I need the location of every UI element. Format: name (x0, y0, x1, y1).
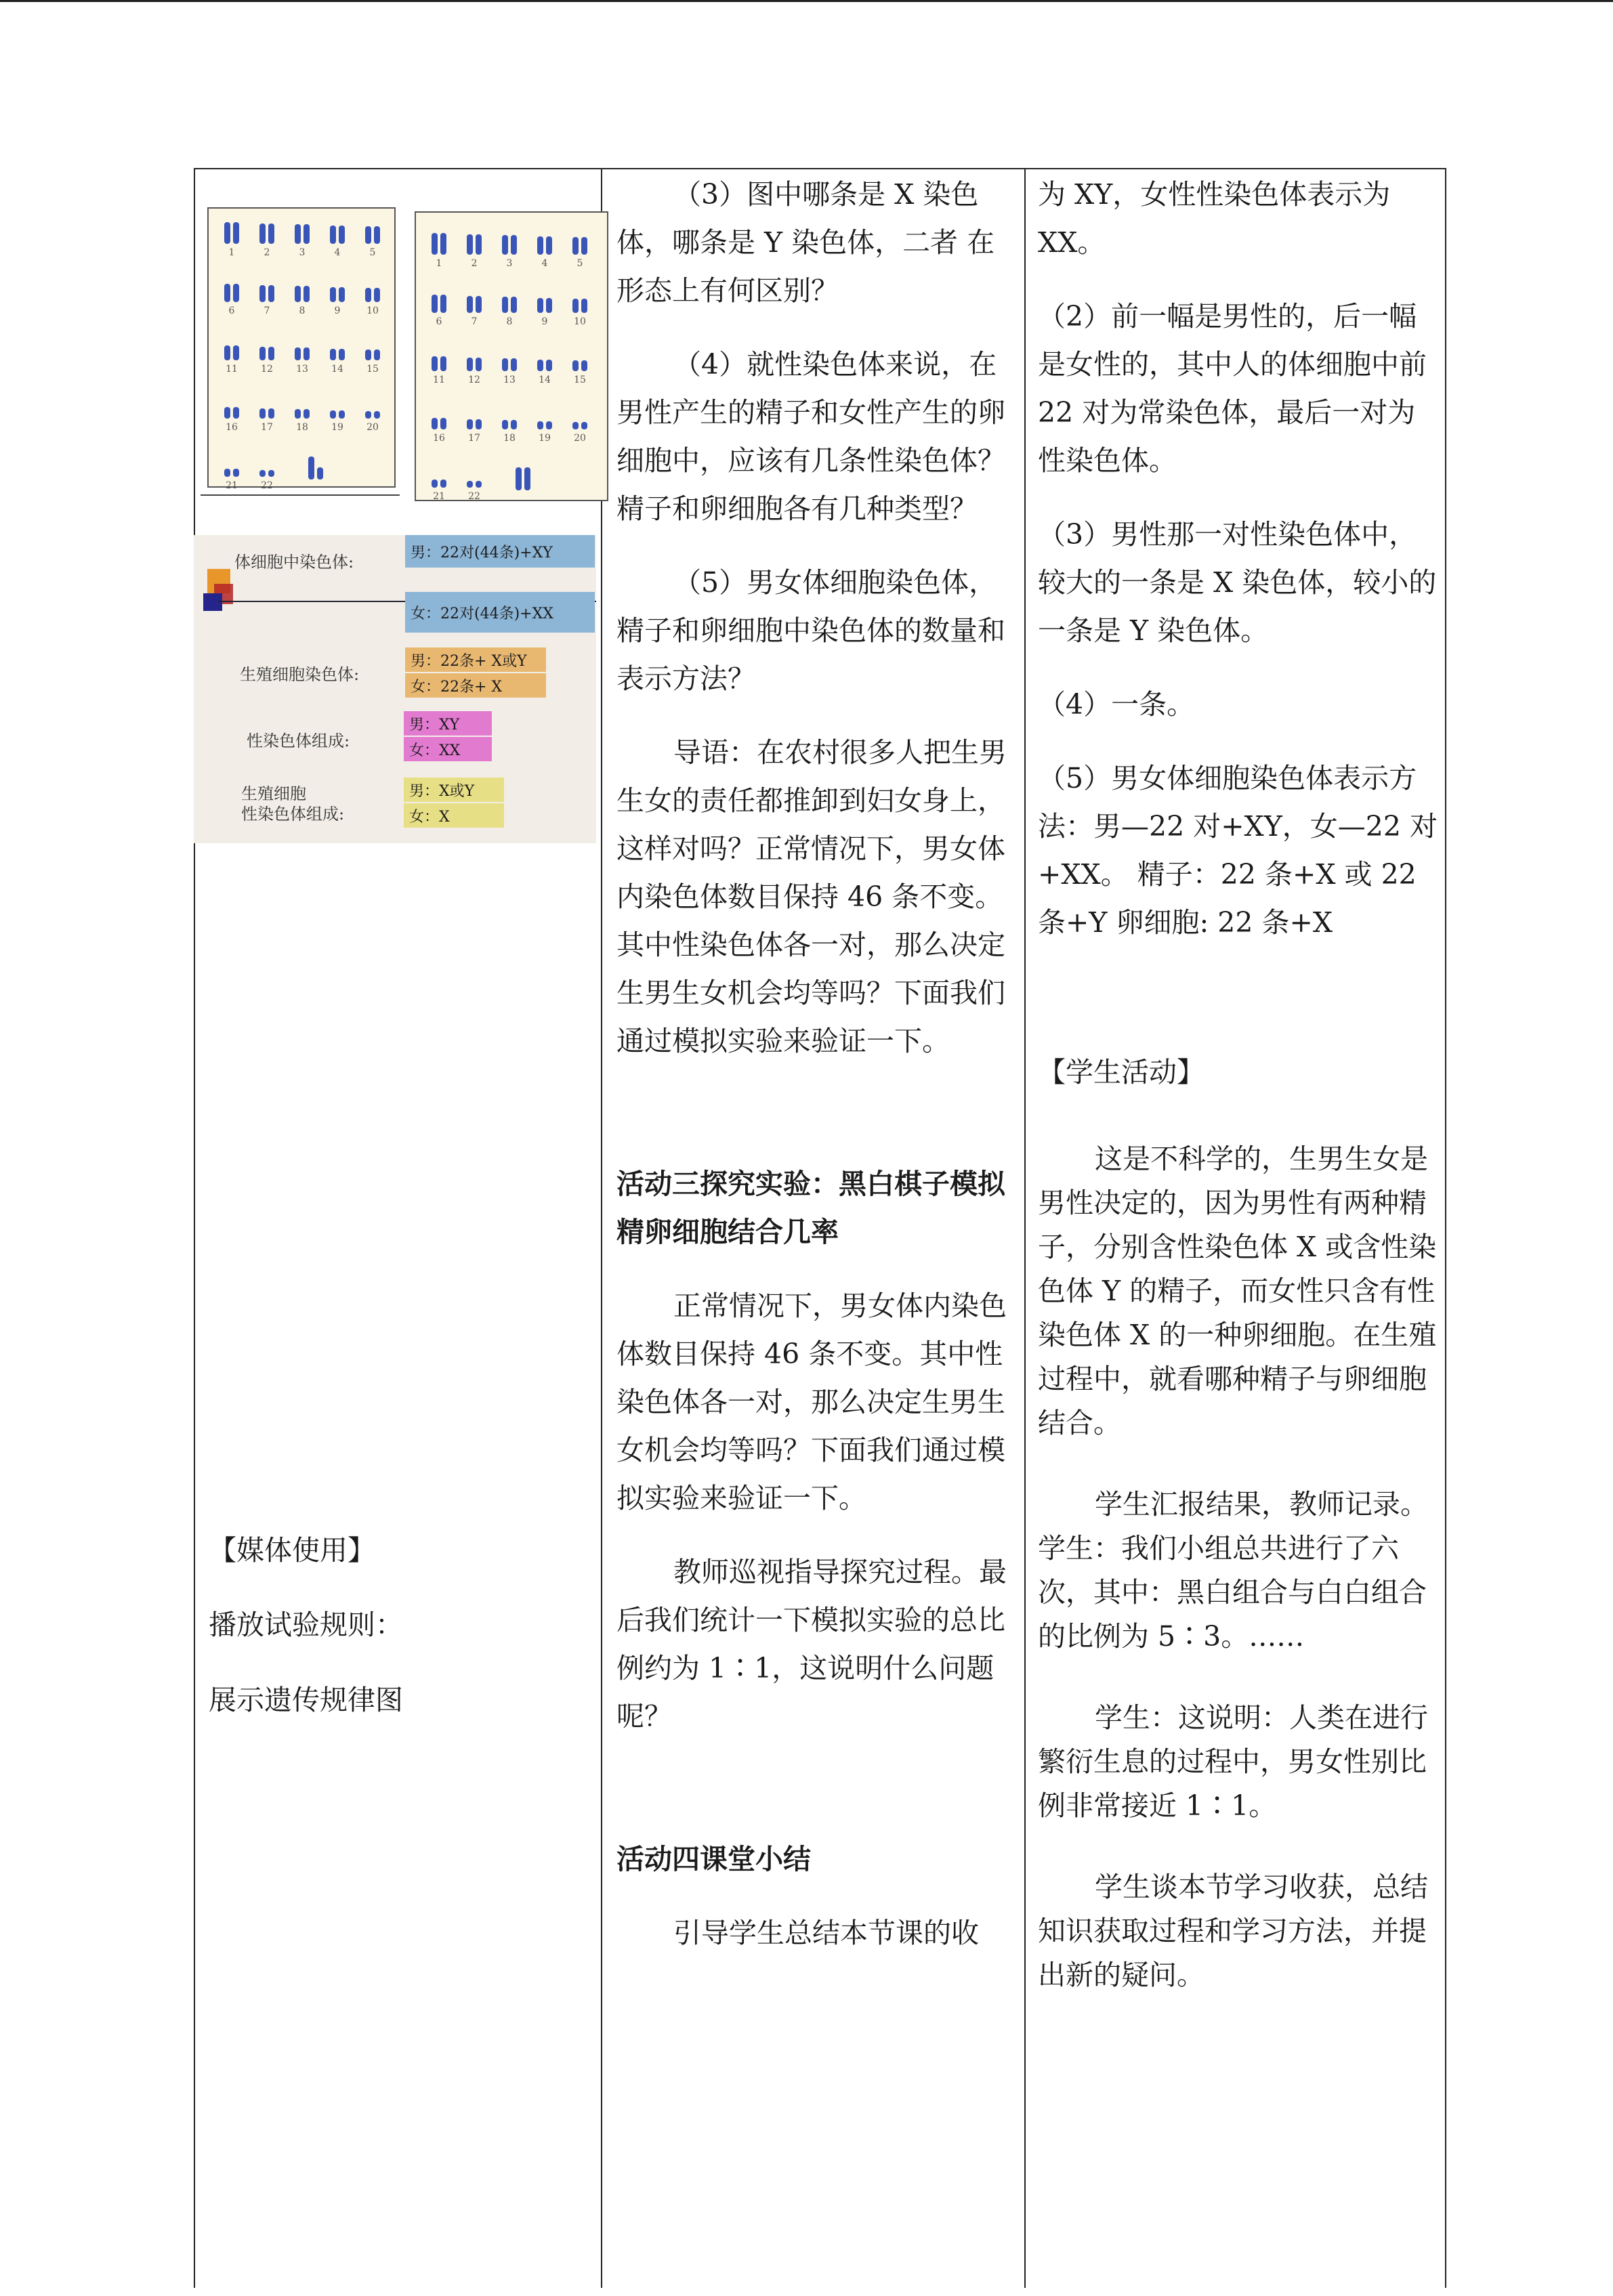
karyotype-grid (421, 232, 598, 523)
chromosome-number: 8 (299, 305, 306, 316)
chromosome-number: 4 (541, 258, 548, 269)
chromosome-glyph (259, 337, 274, 360)
chromosome (511, 420, 517, 429)
chromosome-pair (421, 348, 457, 386)
chromosome (546, 421, 552, 430)
chromosome (502, 297, 508, 313)
chromosome (476, 481, 482, 488)
chromosome-pair (285, 221, 320, 259)
chromosome (432, 418, 438, 429)
chromosome-pair (355, 396, 390, 433)
chromosome-number: 3 (506, 258, 513, 269)
chromosome (440, 480, 446, 488)
chromosome (295, 286, 301, 302)
chromosome-glyph (467, 232, 482, 255)
chromosome-pair (421, 232, 457, 270)
chromosome (233, 222, 239, 244)
somatic-female-box: 女：22对(44条)+XX (405, 592, 595, 633)
germ-sex-label-1: 生殖细胞 (241, 784, 306, 803)
chromosome (268, 408, 274, 419)
chromosome (365, 288, 371, 302)
question-3: （3）图中哪条是 X 染色体，哪条是 Y 染色体，二者 在形态上有何区别？ (616, 178, 995, 307)
somatic-male-box: 男：22对(44条)+XY (405, 535, 595, 568)
karyotype-row (421, 465, 598, 503)
chromosome-pair (320, 337, 355, 375)
somatic-label: 体细胞中染色体: (234, 553, 354, 572)
chromosome-glyph (295, 337, 310, 360)
chromosome (467, 296, 473, 314)
chromosome (339, 410, 345, 419)
chromosome (581, 299, 587, 313)
chromosome-glyph (224, 454, 239, 477)
chromosome-glyph (432, 465, 446, 488)
table-border-right (1445, 168, 1446, 2288)
chromosome-number: 22 (261, 480, 273, 491)
chromosome-number: 20 (574, 433, 586, 444)
chromosome (432, 295, 438, 313)
chromosome (365, 411, 371, 419)
chromosome-pair (457, 290, 492, 328)
chromosome-glyph (224, 279, 239, 302)
chromosome (511, 297, 517, 313)
chromosome-pair (249, 279, 285, 317)
chromosome-number: 11 (226, 364, 238, 375)
chromosome (537, 298, 543, 314)
chromosome-glyph (224, 221, 239, 244)
chromosome (268, 347, 274, 361)
chromosome-glyph (259, 396, 274, 419)
chromosome-number: 9 (541, 316, 548, 327)
chromosome-glyph (295, 279, 310, 302)
media-chart: 展示遗传规律图 (209, 1684, 403, 1716)
chromosome (233, 469, 239, 477)
chromosome (259, 224, 266, 245)
table-border-left (194, 168, 195, 2288)
karyotype-male-image (207, 207, 396, 491)
chromosome-number: 19 (331, 422, 343, 433)
chromosome-pair (492, 406, 527, 444)
chromosome-pair (562, 290, 598, 328)
chromosome-glyph (502, 232, 517, 255)
chromosome-pair (421, 406, 457, 444)
chromosome-glyph (224, 337, 239, 360)
chromosome-pair (214, 279, 249, 317)
chromosome-glyph (537, 348, 552, 371)
slide-deco-blue (203, 593, 222, 611)
chromosome-number: 1 (436, 258, 442, 269)
chromosome-pair (285, 337, 320, 375)
activity-3-title: 活动三探究实验：黑白棋子模拟精卵细胞结合几率 (616, 1168, 1005, 1248)
activity-4-text: 引导学生总结本节课的收 (673, 1917, 979, 1949)
chromosome (233, 284, 239, 302)
chromosome (467, 481, 473, 488)
chromosome (330, 349, 336, 361)
chromosome-number: 9 (334, 305, 341, 316)
karyotype-row (214, 279, 390, 317)
chromosome-glyph (330, 396, 345, 419)
answer-2: （2）前一幅是男性的，后一幅是女性的，其中人的体细胞中前 22 对为常染色体，最后一对为性染色体。 (1038, 300, 1427, 477)
chromosome-glyph (259, 279, 274, 302)
chromosome-number: 5 (577, 258, 583, 269)
chromosome-pair (562, 406, 598, 444)
intro-paragraph: 导语：在农村很多人把生男生女的责任都推卸到妇女身上，这样对吗？正常情况下，男女体内染色体数目保持 46 条不变。其中性染色体各一对，那么决定生男生女机会均等吗？下面我们通过模拟实验来验证一下。 (616, 736, 1007, 1057)
chromosome-pair (249, 454, 285, 492)
right-column (1038, 171, 1438, 1997)
chromosome-glyph (537, 290, 552, 313)
karyotype-row (421, 232, 598, 270)
chromosome-number: 15 (366, 364, 379, 375)
chromosome (537, 421, 543, 430)
chromosome (524, 467, 530, 490)
chromosome-pair (214, 454, 249, 492)
karyotype-row (214, 337, 390, 375)
chromosome-glyph (295, 396, 310, 419)
chromosome-glyph (572, 348, 587, 371)
student-activity-heading: 【学生活动】 (1038, 1056, 1204, 1088)
chromosome-glyph (365, 337, 380, 360)
chromosome-number: 17 (261, 422, 273, 433)
chromosome (259, 285, 266, 303)
chromosome (330, 226, 336, 245)
chromosome-number: 3 (299, 247, 306, 258)
answer-1-continued: 为 XY，女性性染色体表示为 XX。 (1038, 178, 1391, 259)
chromosome (259, 408, 266, 419)
chromosome-number: 2 (264, 247, 270, 258)
chromosome (339, 226, 345, 245)
chromosome-number: 21 (226, 480, 238, 491)
activity-3-text: 正常情况下，男女体内染色体数目保持 46 条不变。其中性染色体各一对，那么决定生男生女机会均等吗？下面我们通过模拟实验来验证一下。 (616, 1290, 1007, 1514)
germ-sex-female-box: 女：X (404, 803, 504, 828)
media-heading: 【媒体使用】 (209, 1534, 375, 1567)
chromosome (374, 288, 380, 302)
chromosome-number: 7 (471, 316, 478, 327)
chromosome (516, 467, 522, 490)
chromosome (572, 360, 579, 371)
chromosome-pair (527, 232, 562, 270)
chromosome-pair (457, 232, 492, 270)
chromosome (317, 467, 323, 480)
chromosome-glyph (224, 396, 239, 419)
chromosome-number: 22 (468, 491, 480, 502)
chromosome-number: 12 (468, 375, 480, 385)
chromosome (374, 411, 380, 419)
chromosome-pair (320, 279, 355, 317)
chromosome (303, 286, 310, 302)
chromosome (581, 360, 587, 371)
germ-sex-label-2: 性染色体组成: (241, 805, 345, 824)
chromosome-glyph (467, 406, 482, 429)
chromosome-glyph (516, 465, 530, 490)
chromosome-number: 15 (574, 375, 586, 385)
sex-label: 性染色体组成: (247, 731, 350, 750)
chromosome (330, 410, 336, 419)
chromosome (339, 287, 345, 303)
chromosome (374, 226, 380, 244)
chromosome (581, 422, 587, 429)
chromosome (224, 469, 230, 477)
germ-label: 生殖细胞染色体: (240, 665, 360, 684)
chromosome-glyph (365, 396, 380, 419)
chromosome (537, 360, 543, 372)
chromosome (502, 420, 508, 429)
chromosome-number: 2 (471, 258, 478, 269)
karyotype-row (214, 396, 390, 433)
chromosome (572, 237, 579, 255)
chromosome-glyph (537, 232, 552, 255)
student-paragraph-1: 这是不科学的，生男生女是男性决定的，因为男性有两种精子，分别含性染色体 X 或含性染色体 Y 的精子，而女性只含有性染色体 X 的一种卵细胞。在生殖过程中，就看哪种精子与卵细胞结合。 (1038, 1143, 1437, 1439)
chromosome-pair (355, 279, 390, 317)
chromosome-pair (355, 337, 390, 375)
chromosome (339, 349, 345, 361)
question-4: （4）就性染色体来说，在男性产生的精子和女性产生的卵细胞中，应该有几条性染色体？精子和卵细胞各有几种类型？ (616, 348, 1005, 525)
chromosome (537, 236, 543, 255)
chromosome-pair (214, 221, 249, 259)
chromosome (476, 234, 482, 255)
chromosome-pair (457, 348, 492, 386)
chromosome-pair (492, 232, 527, 270)
chromosome-number: 6 (228, 305, 235, 316)
chromosome-number: 13 (296, 364, 308, 375)
chromosome (476, 296, 482, 314)
chromosome-number: 13 (503, 375, 516, 385)
chromosome-pair (355, 221, 390, 259)
chromosome-number: 14 (539, 375, 551, 385)
chromosome (224, 284, 230, 302)
chromosome-number: 21 (433, 491, 445, 502)
chromosome-pair (421, 465, 457, 503)
chromosome-number: 7 (264, 305, 270, 316)
chromosome (303, 409, 310, 419)
chromosome (467, 234, 473, 255)
chromosome-glyph (467, 465, 482, 488)
chromosome-glyph (308, 454, 323, 480)
chromosome-pair (320, 221, 355, 259)
answer-4: （4）一条。 (1038, 688, 1195, 721)
chromosome (432, 480, 438, 488)
chromosome-pair (457, 465, 492, 503)
chromosome-number: 8 (506, 316, 513, 327)
chromosome-glyph (330, 337, 345, 360)
chromosome (476, 358, 482, 372)
student-paragraph-2: 学生汇报结果，教师记录。学生：我们小组总共进行了六次，其中：黑白组合与白白组合的比例为 5∶3。…… (1038, 1488, 1428, 1653)
chromosome-pair (214, 337, 249, 375)
chromosome-number: 18 (296, 422, 308, 433)
chromosome-glyph (502, 348, 517, 371)
chromosome (432, 233, 438, 255)
chromosome-glyph (502, 290, 517, 313)
chromosome (502, 358, 508, 371)
chromosome (440, 233, 446, 255)
chromosome (268, 224, 274, 245)
chromosome-pair (457, 406, 492, 444)
media-section (209, 1525, 588, 1724)
student-paragraph-4: 学生谈本节学习收获，总结知识获取过程和学习方法，并提出新的疑问。 (1038, 1871, 1428, 1991)
chromosome-glyph (572, 290, 587, 313)
chromosome-glyph (365, 221, 380, 244)
question-5: （5）男女体细胞染色体，精子和卵细胞中染色体的数量和表示方法？ (616, 566, 1005, 695)
chromosome (572, 422, 579, 429)
chromosome-pair (249, 396, 285, 433)
germ-female-box: 女：22条+ X (405, 673, 546, 698)
chromosome (365, 349, 371, 360)
chromosome-glyph (432, 290, 446, 313)
chromosome (233, 345, 239, 360)
chromosome-pair (249, 337, 285, 375)
chromosome-number: 16 (433, 433, 445, 444)
chromosome-glyph (432, 232, 446, 255)
chromosome (259, 347, 266, 361)
chromosome (295, 224, 301, 244)
chromosome (295, 409, 301, 419)
chromosome-glyph (537, 406, 552, 429)
chromosome (432, 356, 438, 371)
chromosome-pair (527, 348, 562, 386)
karyotype-row (214, 454, 390, 492)
chromosome-pair (527, 406, 562, 444)
chromosome-pair (562, 232, 598, 270)
chromosome-number: 18 (503, 433, 516, 444)
chromosome (224, 222, 230, 244)
activity-4-title: 活动四课堂小结 (616, 1843, 811, 1875)
chromosome-pair (285, 396, 320, 433)
chromosome-number: 14 (331, 364, 343, 375)
chromosome (467, 358, 473, 372)
chromosome (303, 224, 310, 244)
karyotype-row (421, 406, 598, 444)
sex-male-box: 男：XY (404, 711, 492, 736)
chromosome-glyph (572, 406, 587, 429)
karyotype-female-image (415, 211, 608, 501)
chromosome (295, 347, 301, 360)
sex-chromosome-pair (298, 454, 333, 492)
chromosome (581, 237, 587, 255)
chromosome (467, 419, 473, 430)
chromosome-number: 10 (366, 305, 379, 316)
student-paragraph-3: 学生：这说明：人类在进行繁衍生息的过程中，男女性别比例非常接近 1∶1。 (1038, 1701, 1428, 1822)
chromosome (365, 226, 371, 244)
chromosome-glyph (467, 290, 482, 313)
chromosome-glyph (432, 406, 446, 429)
chromosome (440, 295, 446, 313)
chromosome (546, 298, 552, 314)
chromosome-pair (214, 396, 249, 433)
chromosome-number: 19 (539, 433, 551, 444)
chromosome-number: 4 (334, 247, 341, 258)
chromosome-glyph (259, 454, 274, 477)
chromosome-number: 17 (468, 433, 480, 444)
chromosome-glyph (259, 221, 274, 244)
chromosome-glyph (295, 221, 310, 244)
germ-sex-male-box: 男：X或Y (404, 778, 504, 802)
chromosome (546, 360, 552, 372)
chromosome-number: 1 (228, 247, 235, 258)
chromosome (303, 347, 310, 360)
table-divider-2 (1024, 168, 1026, 2288)
teacher-paragraph: 教师巡视指导探究过程。最后我们统计一下模拟实验的总比例约为 1∶1，这说明什么问题呢？ (616, 1556, 1007, 1732)
germ-male-box: 男：22条+ X或Y (405, 647, 546, 672)
chromosome (224, 345, 230, 360)
chromosome-glyph (432, 348, 446, 371)
page-top-border (0, 0, 1613, 2)
chromosome (330, 287, 336, 303)
sex-female-box: 女：XX (404, 737, 492, 761)
chromosome (440, 356, 446, 371)
chromosome (511, 235, 517, 255)
chromosome-pair (320, 396, 355, 433)
chromosome-number: 20 (366, 422, 379, 433)
chromosome (511, 358, 517, 371)
chromosome-glyph (330, 279, 345, 302)
image-underline (201, 494, 400, 496)
karyotype-row (421, 290, 598, 328)
chromosome-pair (492, 290, 527, 328)
chromosome-number: 6 (436, 316, 442, 327)
chromosome-glyph (502, 406, 517, 429)
chromosome-number: 16 (226, 422, 238, 433)
chromosome (440, 418, 446, 429)
chromosome-pair (562, 348, 598, 386)
chromosome (502, 235, 508, 255)
chromosome-summary-image (194, 535, 596, 843)
chromosome-glyph (467, 348, 482, 371)
karyotype-row (421, 348, 598, 386)
chromosome-glyph (330, 221, 345, 244)
chromosome (546, 236, 552, 255)
karyotype-row (214, 221, 390, 259)
chromosome-pair (421, 290, 457, 328)
chromosome-pair (492, 348, 527, 386)
chromosome-glyph (365, 279, 380, 302)
chromosome-number: 11 (433, 375, 445, 385)
chromosome-pair (249, 221, 285, 259)
chromosome (374, 349, 380, 360)
chromosome (268, 470, 274, 477)
middle-column (616, 171, 1015, 1957)
chromosome (233, 407, 239, 419)
chromosome-pair (527, 290, 562, 328)
answer-3: （3）男性那一对性染色体中，较大的一条是 X 染色体，较小的一条是 Y 染色体。 (1038, 518, 1437, 647)
chromosome (572, 299, 579, 313)
karyotype-grid (214, 221, 390, 512)
chromosome (259, 470, 266, 477)
chromosome (224, 407, 230, 419)
answer-5: （5）男女体细胞染色体表示方法：男—22 对+XY，女—22 对+XX。 精子：22 条+X 或 22 条+Y 卵细胞: 22 条+X (1038, 762, 1438, 939)
chromosome (268, 285, 274, 303)
chromosome (308, 456, 314, 480)
chromosome-number: 5 (369, 247, 376, 258)
chromosome-glyph (572, 232, 587, 255)
sex-chromosome-pair (505, 465, 541, 503)
chromosome-number: 12 (261, 364, 273, 375)
chromosome-number: 10 (574, 316, 586, 327)
chromosome (476, 419, 482, 430)
chromosome-pair (285, 279, 320, 317)
media-rule: 播放试验规则： (209, 1609, 403, 1641)
